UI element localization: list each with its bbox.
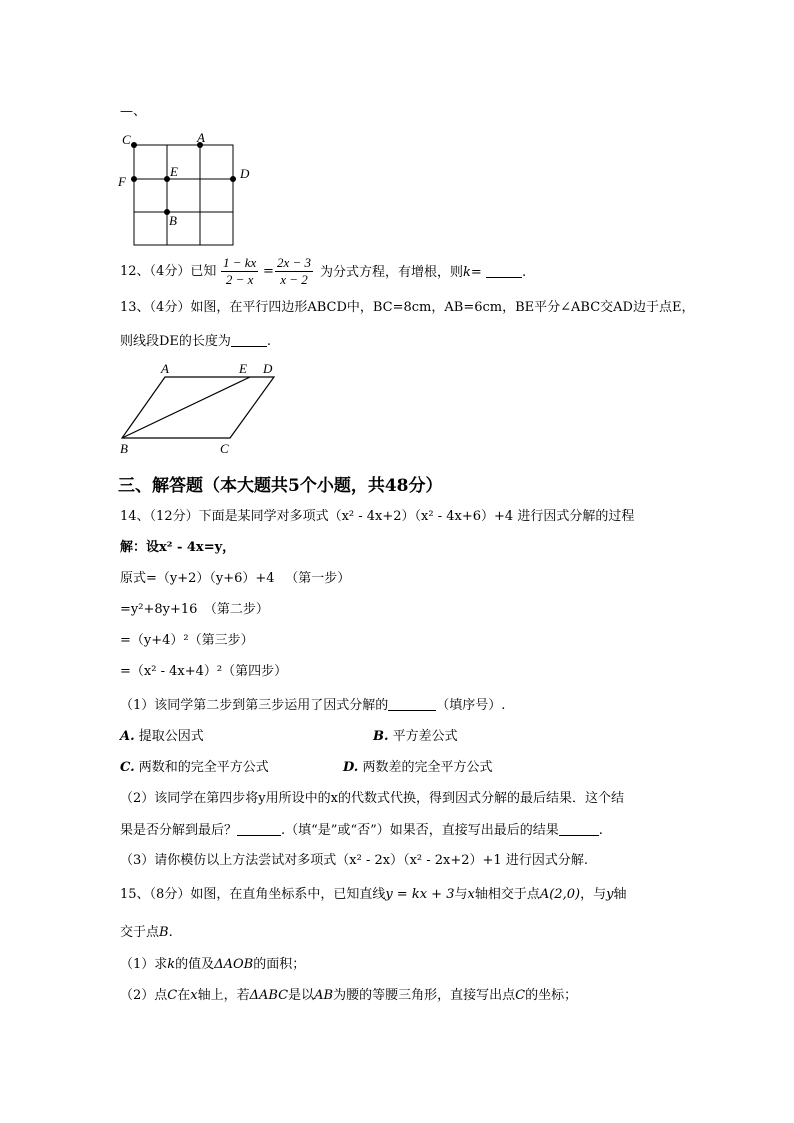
q15-sub1c: 的面积； bbox=[253, 957, 306, 972]
parallelogram-figure bbox=[112, 358, 292, 458]
q14-step2: =y²+8y+16 （第二步） bbox=[120, 602, 269, 617]
q15-sub2e: 为腰的等腰三角形，直接写出点 bbox=[333, 988, 516, 1003]
q14-option-b bbox=[373, 729, 458, 745]
q14-sub1-end: （填序号）. bbox=[436, 698, 506, 713]
q14-option-a-text: 提取公因式 bbox=[138, 729, 204, 744]
q14-sub2-line2-wrap bbox=[120, 822, 603, 839]
q15-sub2c: 轴上，若 bbox=[197, 988, 250, 1003]
q15-sub1a: （1）求 bbox=[120, 957, 168, 972]
q12-frac2-den: x − 2 bbox=[280, 272, 308, 287]
q15-line2 bbox=[120, 925, 173, 941]
q12-end: . bbox=[521, 265, 527, 280]
label-C: C bbox=[220, 441, 229, 456]
q12-eq2: = bbox=[470, 265, 482, 280]
q15-sub2a: （2）点 bbox=[120, 988, 168, 1003]
q15-line1a: 15、（8分）如图，在直角坐标系中，已知直线 bbox=[120, 887, 386, 902]
label-B: B bbox=[169, 213, 177, 228]
q14-option-d bbox=[343, 760, 493, 776]
point-F bbox=[131, 176, 137, 182]
q15-sub1-k: k bbox=[167, 957, 176, 972]
q13-line1: 13、（4分）如图，在平行四边形ABCD中，BC=8cm，AB=6cm，BE平分∠ABC交AD边于点E， bbox=[120, 300, 695, 315]
q12-number: 12、（4分）已知 bbox=[120, 264, 217, 279]
q13-answer-blank[interactable] bbox=[231, 333, 267, 347]
label-F: F bbox=[118, 174, 126, 189]
q14-option-d-letter: D. bbox=[343, 760, 359, 775]
q15-sub2-triangle: ΔABC bbox=[249, 988, 289, 1003]
label-C: C bbox=[122, 132, 131, 147]
q14-sub2-line2a: 果是否分解到最后？ bbox=[120, 823, 238, 838]
q15-sub2d: 是以 bbox=[288, 988, 315, 1003]
q12-k: k bbox=[463, 265, 471, 280]
q15-line1c: 轴相交于点 bbox=[474, 887, 540, 902]
point-D bbox=[230, 176, 236, 182]
label-B: B bbox=[120, 441, 128, 456]
q14-sub2-blank-1[interactable] bbox=[237, 822, 281, 836]
label-E: E bbox=[239, 361, 247, 376]
q14-sub2-blank-2[interactable] bbox=[559, 822, 599, 836]
q14-option-c-letter: C. bbox=[120, 760, 135, 775]
q14-sub2-line2b: .（填“是”或“否”）如果否，直接写出最后的结果 bbox=[281, 823, 559, 838]
point-C bbox=[131, 142, 137, 148]
q15-line1e: 轴 bbox=[613, 887, 627, 902]
q14-option-d-text: 两数差的完全平方公式 bbox=[362, 760, 493, 775]
q15-line2a: 交于点 bbox=[120, 925, 160, 940]
q15-sub1 bbox=[120, 957, 305, 973]
q12-fraction-1 bbox=[221, 255, 258, 288]
q15-point-b: B bbox=[159, 925, 169, 940]
q14-sub2-line1: （2）该同学在第四步将y用所设中的x的代数式代换，得到因式分解的最后结果．这个结 bbox=[120, 791, 624, 806]
q15-line2b: . bbox=[168, 925, 173, 940]
q12-frac2-num: 2x − 3 bbox=[277, 255, 312, 270]
q14-option-a bbox=[120, 729, 204, 745]
q15-x-axis: x bbox=[467, 887, 475, 902]
q12-equals: = bbox=[263, 264, 274, 279]
q14-option-c-text: 两数和的完全平方公式 bbox=[138, 760, 269, 775]
q12-fraction-2 bbox=[275, 255, 313, 288]
q12-answer-blank[interactable] bbox=[486, 264, 522, 278]
q15-sub2b: 在 bbox=[177, 988, 191, 1003]
label-A: A bbox=[161, 361, 169, 376]
q15-sub2-c: C bbox=[167, 988, 178, 1003]
q14-option-c bbox=[120, 760, 269, 776]
q14-option-b-text: 平方差公式 bbox=[392, 729, 458, 744]
q15-equation: y = kx + 3 bbox=[385, 887, 455, 902]
q14-option-a-letter: A. bbox=[120, 729, 135, 744]
q15-y-axis: y bbox=[606, 887, 614, 902]
q15-sub2f: 的坐标； bbox=[525, 988, 578, 1003]
q14-sub1: （1）该同学第二步到第三步运用了因式分解的 bbox=[120, 698, 389, 713]
label-D: D bbox=[240, 166, 250, 181]
q13-line2: 则线段DE的长度为 bbox=[120, 334, 231, 349]
q14-sub2-line2-end: . bbox=[598, 823, 603, 838]
q14-sub1-wrap bbox=[120, 697, 505, 714]
q14-intro: 14、（12分）下面是某同学对多项式（x² - 4x+2）（x² - 4x+6）+4 进行因式分解的过程 bbox=[120, 509, 635, 524]
q12-frac1-den: 2 − x bbox=[225, 272, 254, 287]
q12-tail-line bbox=[320, 264, 526, 281]
q15-line1b: 与 bbox=[454, 887, 468, 902]
q15-line1d: ，与 bbox=[580, 887, 607, 902]
q14-step4: =（x² - 4x+4）²（第四步） bbox=[120, 664, 288, 679]
label-D: D bbox=[263, 361, 273, 376]
q15-sub1-triangle: ΔAOB bbox=[214, 957, 254, 972]
section-3-title: 三、解答题（本大题共5个小题，共48分） bbox=[118, 476, 443, 496]
q15-sub2-c2: C bbox=[515, 988, 526, 1003]
q13-line2-wrap bbox=[120, 333, 271, 350]
label-E: E bbox=[170, 164, 178, 179]
q15-sub2 bbox=[120, 988, 577, 1004]
q14-option-b-letter: B. bbox=[373, 729, 389, 744]
q13-line2-end: . bbox=[266, 334, 272, 349]
q14-step0: 解：设x² - 4x=y， bbox=[120, 540, 236, 555]
q14-sub1-blank[interactable] bbox=[388, 697, 436, 711]
q15-sub2-ab: AB bbox=[314, 988, 334, 1003]
q15-sub1b: 的值及 bbox=[175, 957, 215, 972]
grid-figure bbox=[110, 128, 260, 253]
label-A: A bbox=[197, 130, 205, 145]
q15-point-a: A(2,0) bbox=[539, 887, 581, 902]
q14-step3: =（y+4）²（第三步） bbox=[120, 633, 254, 648]
q14-sub3: （3）请你模仿以上方法尝试对多项式（x² - 2x）（x² - 2x+2）+1 进行因式分解. bbox=[120, 853, 588, 868]
q15-sub2-x: x bbox=[190, 988, 198, 1003]
top-fragment: —、 bbox=[120, 104, 147, 119]
q12-frac1-num: 1 − kx bbox=[223, 255, 257, 270]
q14-step1: 原式=（y+2）（y+6）+4 （第一步） bbox=[120, 571, 351, 586]
q12-tail: 为分式方程，有增根，则 bbox=[320, 265, 464, 280]
q15-line1 bbox=[120, 887, 626, 903]
